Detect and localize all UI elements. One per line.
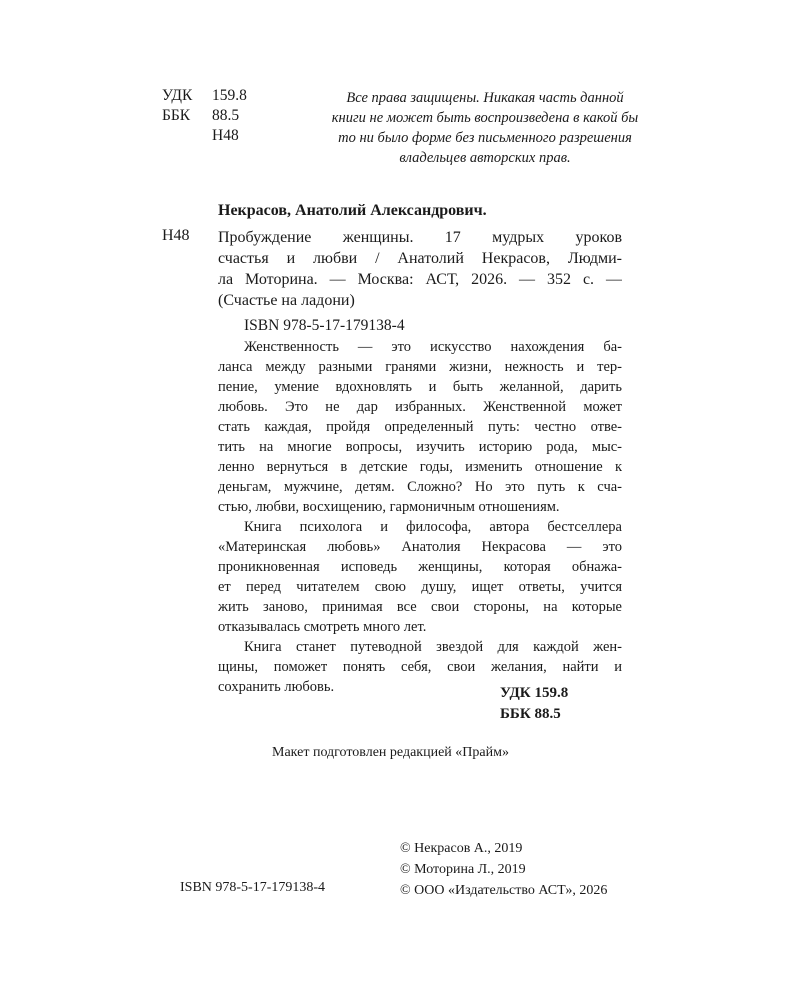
annotation-line: Книга психолога и философа, автора бестселлера <box>244 519 622 535</box>
annotation-line: «Материнская любовь» Анатолия Некрасова — это <box>218 539 622 555</box>
rights-line: Все права защищены. Никакая часть данной <box>346 90 624 106</box>
annotation-line: ленно вернуться в детские годы, изменить отношение к <box>218 459 622 475</box>
annotation-line: любовь. Это не дар избранных. Женственной может <box>218 399 622 415</box>
rights-line: то ни было форме без письменного разрешения <box>338 130 632 146</box>
copyright-line: © ООО «Издательство АСТ», 2026 <box>400 883 608 898</box>
annotation-line: отказывалась смотреть много лет. <box>218 619 427 635</box>
rights-notice <box>300 88 670 168</box>
udk-code: УДК 159.8 <box>500 685 569 701</box>
code-row-author-mark <box>162 126 247 146</box>
copyright-line: © Некрасов А., 2019 <box>400 841 523 856</box>
classification-bottom <box>500 683 622 725</box>
code-value: 159.8 <box>212 87 247 104</box>
annotation-line: ланса между разными гранями жизни, нежность и тер- <box>218 359 622 375</box>
biblio-line: ла Моторина. — Москва: АСТ, 2026. — 352 с. — <box>218 271 622 288</box>
author-code: Н48 <box>162 227 190 244</box>
layout-credit: Макет подготовлен редакцией «Прайм» <box>272 745 509 760</box>
code-row-bbk <box>162 106 247 126</box>
annotation-line: Женственность — это искусство нахождения ба- <box>244 339 622 355</box>
copyright-block <box>400 838 607 901</box>
classification-codes <box>162 86 247 146</box>
annotation-line: ет перед читателем свою душу, ищет ответы, учится <box>218 579 622 595</box>
annotation-line: стью, любви, восхищению, гармоничным отношениям. <box>218 499 560 515</box>
annotation-line: жить заново, принимая все свои стороны, на которые <box>218 599 622 615</box>
annotation-line: тить на многие вопросы, изучить историю рода, мыс- <box>218 439 622 455</box>
copyright-line: © Моторина Л., 2019 <box>400 862 526 877</box>
code-key: УДК <box>162 87 193 104</box>
code-value: Н48 <box>212 127 239 144</box>
code-row-udk <box>162 86 247 106</box>
biblio-line: счастья и любви / Анатолий Некрасов, Людми- <box>218 250 622 267</box>
biblio-line: Пробуждение женщины. 17 мудрых уроков <box>218 229 622 246</box>
rights-line: книги не может быть воспроизведена в какой бы <box>331 110 639 126</box>
annotation-line: деньгам, мужчине, детям. Сложно? Но это путь к сча- <box>218 479 622 495</box>
bbk-code: ББК 88.5 <box>500 706 561 722</box>
isbn-footer: ISBN 978-5-17-179138-4 <box>180 880 326 895</box>
annotation-line: щины, поможет понять себя, свои желания, найти и <box>218 659 622 675</box>
annotation-line: проникновенная исповедь женщины, которая обнажа- <box>218 559 622 575</box>
bibliographic-record <box>218 227 622 311</box>
code-key <box>162 126 212 146</box>
annotation-line: пение, умение вдохновлять и быть желанной, дарить <box>218 379 622 395</box>
annotation <box>218 337 622 697</box>
annotation-line: стать каждая, пройдя определенный путь: честно отве- <box>218 419 622 435</box>
code-value: 88.5 <box>212 107 240 124</box>
biblio-line: (Счастье на ладони) <box>218 292 355 309</box>
code-key: ББК <box>162 107 191 124</box>
annotation-line: сохранить любовь. <box>218 679 335 695</box>
author-heading: Некрасов, Анатолий Александрович. <box>218 202 487 219</box>
annotation-line: Книга станет путеводной звездой для каждой жен- <box>244 639 622 655</box>
isbn-record: ISBN 978-5-17-179138-4 <box>244 317 405 334</box>
rights-line: владельцев авторских прав. <box>399 150 571 166</box>
